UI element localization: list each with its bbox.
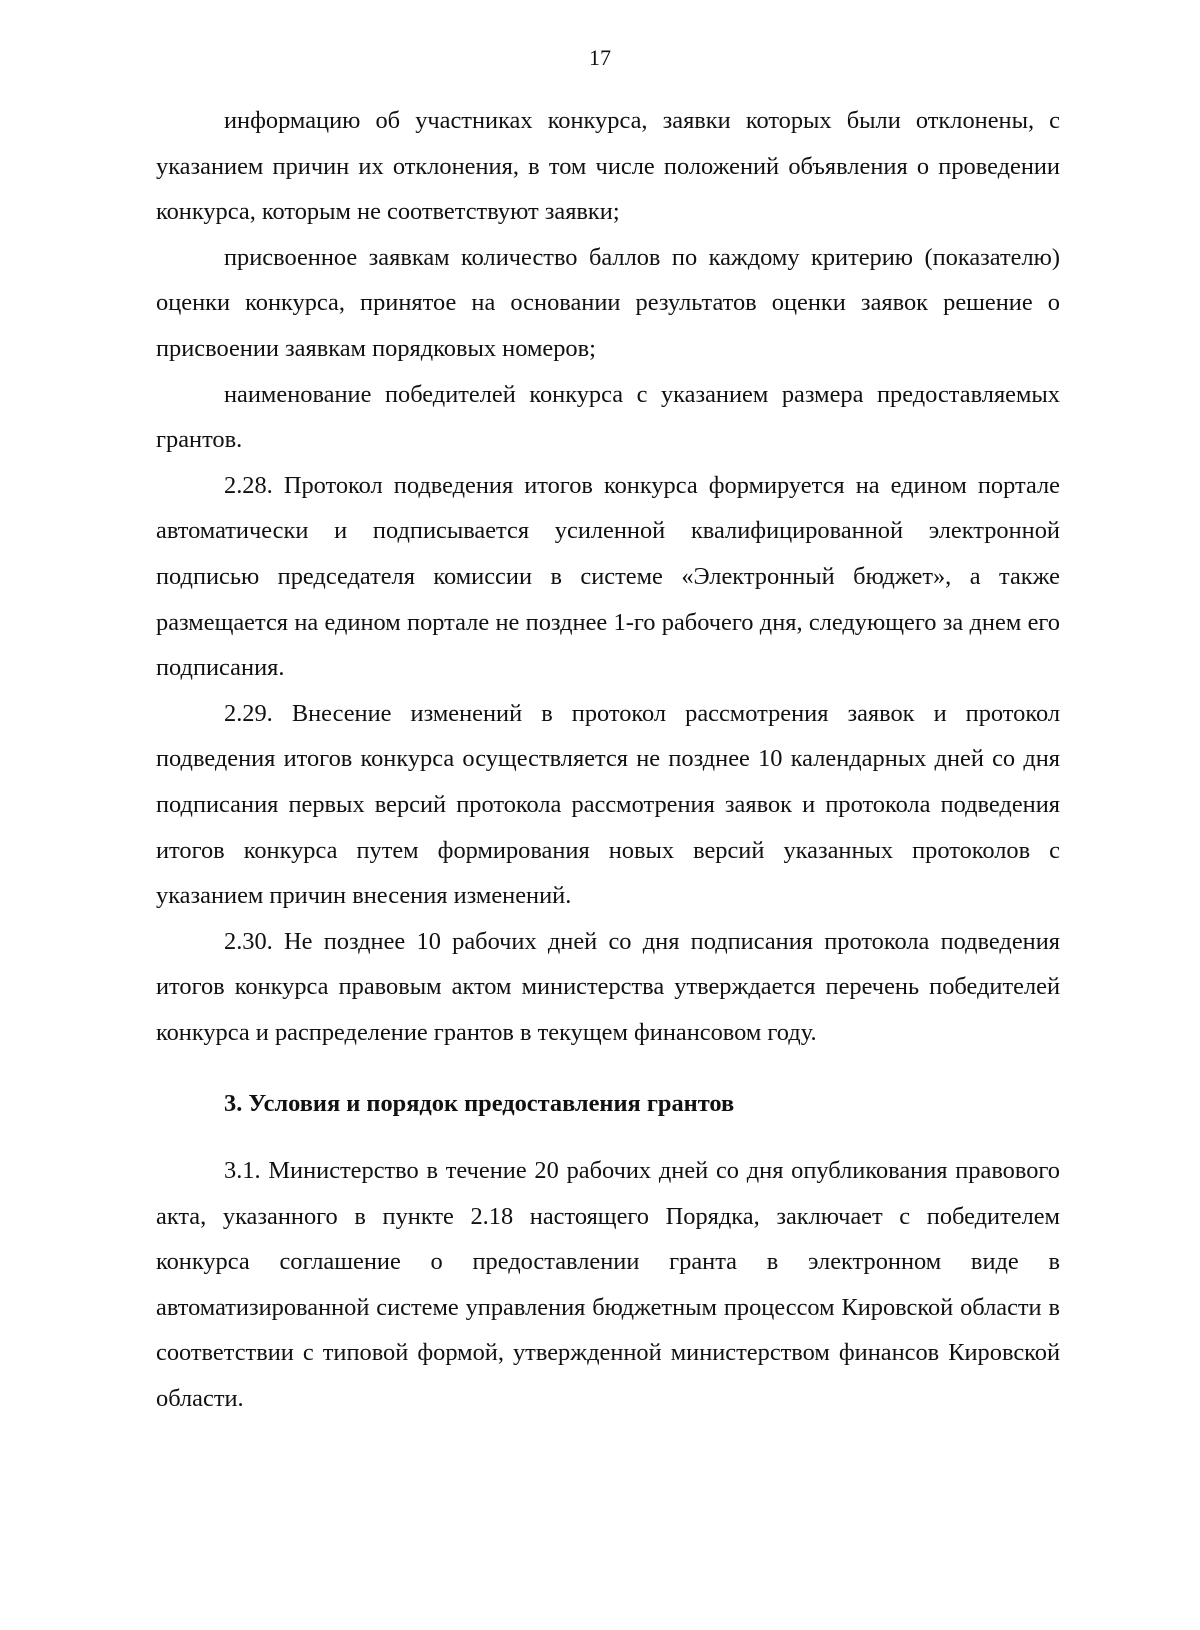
- section-3-heading: 3. Условия и порядок предоставления грантов: [224, 1090, 735, 1118]
- paragraph-3-1: 3.1. Министерство в течение 20 рабочих дней со дня опубликования правового акта, указанного в пункте 2.18 настоящего Порядка, заключает с победителем конкурса соглашение о предоставлении гранта в электронном виде в автоматизированной системе управления бюджетным процессом Кировской области в соответствии с типовой формой, утвержденной министерством финансов Кировской области.: [156, 1157, 1060, 1413]
- document-body: [156, 98, 1060, 1422]
- paragraph-winners-names: наименование победителей конкурса с указанием размера предоставляемых грантов.: [156, 380, 1060, 454]
- paragraph-2-29: 2.29. Внесение изменений в протокол рассмотрения заявок и протокол подведения итогов конкурса осуществляется не позднее 10 календарных дней со дня подписания первых версий протокола рассмотрения заявок и протокола подведения итогов конкурса путем формирования новых версий указанных протоколов с указанием причин внесения изменений.: [156, 699, 1060, 910]
- paragraph-2-30: 2.30. Не позднее 10 рабочих дней со дня подписания протокола подведения итогов конкурса правовым актом министерства утверждается перечень победителей конкурса и распределение грантов в текущем финансовом году.: [156, 927, 1060, 1046]
- paragraph-assigned-scores: присвоенное заявкам количество баллов по каждому критерию (показателю) оценки конкурса, принятое на основании результатов оценки заявок решение о присвоении заявкам порядковых номеров;: [156, 243, 1060, 362]
- paragraph-rejected-participants: информацию об участниках конкурса, заявки которых были отклонены, с указанием причин их отклонения, в том числе положений объявления о проведении конкурса, которым не соответствуют заявки;: [156, 107, 1060, 226]
- page-number: 17: [589, 45, 611, 70]
- paragraph-2-28: 2.28. Протокол подведения итогов конкурса формируется на едином портале автоматически и подписывается усиленной квалифицированной электронной подписью председателя комиссии в системе «Электронный бюджет», а также размещается на едином портале не позднее 1-го рабочего дня, следующего за днем его подписания.: [156, 471, 1060, 682]
